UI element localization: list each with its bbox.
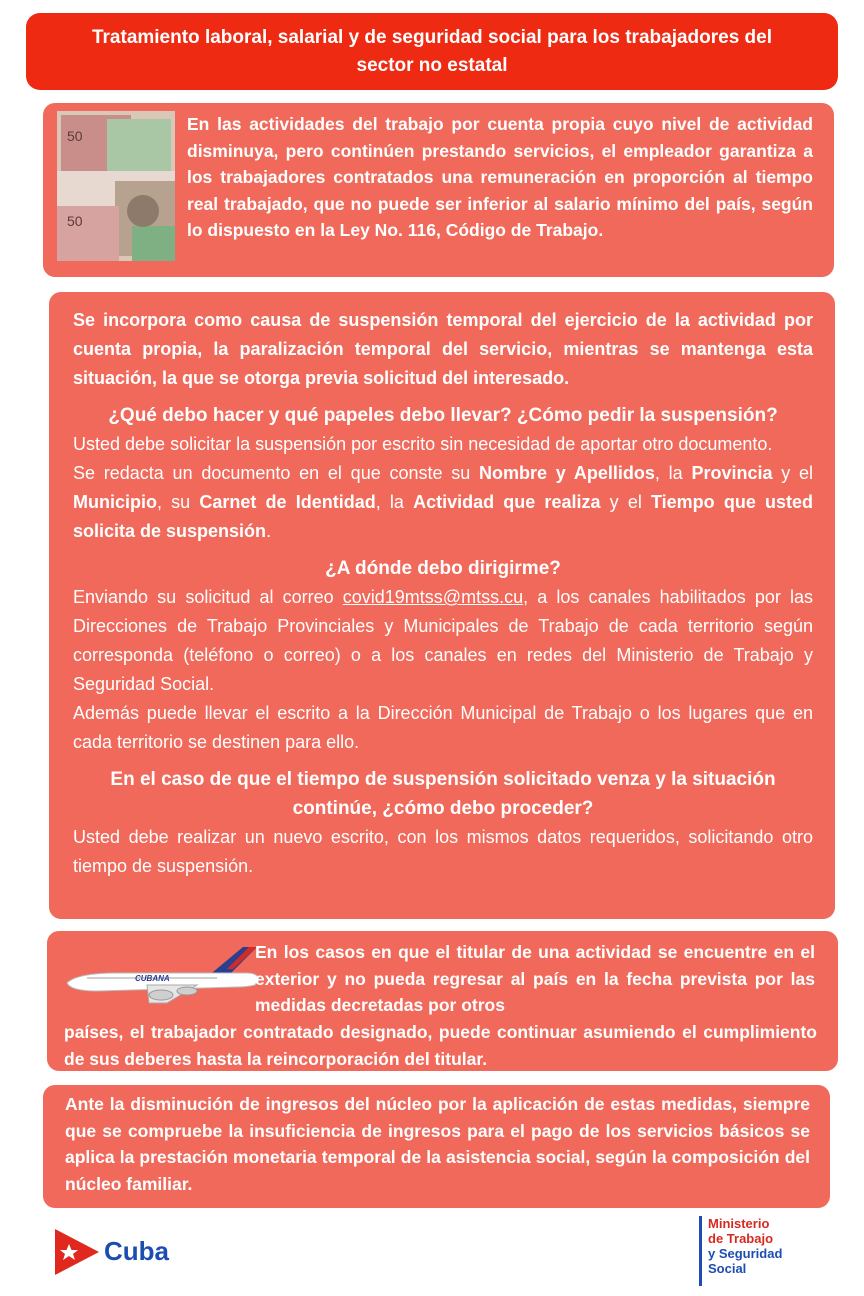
field-time: Tiempo que usted solicita de suspensión — [73, 492, 814, 541]
abroad-text-first: En los casos en que el titular de una actividad se encuentre en el exterior y no pueda regresar al país en la fecha prevista por las medidas decretadas por otros — [255, 942, 815, 1015]
question-where-to-go: ¿A dónde debo dirigirme? — [325, 558, 561, 579]
abroad-section — [47, 931, 838, 1071]
field-name: Nombre y Apellidos — [479, 463, 655, 483]
social-assistance-section — [43, 1085, 830, 1208]
social-assistance-text: Ante la disminución de ingresos del núcleo por la aplicación de estas medidas, siempre que se compruebe la insuficiencia de ingresos para el pago de los servicios básicos se aplica la prestación monetaria temporal de la asistencia social, según la composición del núcleo familiar. — [65, 1094, 810, 1194]
banknotes-image — [57, 111, 175, 261]
ministry-line-1: Ministerio — [708, 1216, 770, 1231]
field-province: Provincia — [691, 463, 773, 483]
abroad-text-second: países, el trabajador contratado designado, puede continuar asumiendo el cumplimiento de sus deberes hasta la reincorporación del titular. — [64, 1022, 817, 1069]
question-what-to-do: ¿Qué debo hacer y qué papeles debo llevar? ¿Cómo pedir la suspensión? — [108, 405, 778, 426]
ministry-line-3: y Seguridad — [708, 1246, 783, 1261]
ministry-line-4: Social — [708, 1261, 747, 1276]
answer-municipal-office: Además puede llevar el escrito a la Dirección Municipal de Trabajo o los lugares que en cada territorio se destinen para ello. — [73, 703, 813, 752]
answer-email-channels: Enviando su solicitud al correo covid19mtss@mtss.cu, a los canales habilitados por las Direcciones de Trabajo Provinciales y Municipales de Trabajo de cada territorio según corresponda (teléfono o correo) o a los canales en redes del Ministerio de Trabajo y Seguridad Social. — [73, 587, 813, 694]
ministry-logo — [699, 1216, 809, 1286]
answer-document-contents: Se redacta un documento en el que conste su Nombre y Apellidos, la Provincia y el Municipio, su Carnet de Identidad, la Actividad que realiza y el Tiempo que usted solicita de suspensión. — [73, 463, 814, 541]
answer-new-request: Usted debe realizar un nuevo escrito, con los mismos datos requeridos, solicitando otro tiempo de suspensión. — [73, 827, 813, 876]
field-municipality: Municipio — [73, 492, 157, 512]
answer-request-in-writing: Usted debe solicitar la suspensión por escrito sin necesidad de aportar otro documento. — [73, 434, 773, 454]
cuba-brand-text: Cuba — [104, 1236, 169, 1266]
email-link[interactable]: covid19mtss@mtss.cu — [342, 587, 524, 607]
salary-section — [43, 103, 834, 277]
page-title — [26, 13, 838, 90]
airline-label: CUBANA — [135, 974, 170, 983]
suspension-intro: Se incorpora como causa de suspensión temporal del ejercicio de la actividad por cuenta propia, la paralización temporal del servicio, mientras se mantenga esta situación, la que se otorga previa solicitud del interesado. — [73, 310, 813, 388]
field-id-card: Carnet de Identidad — [199, 492, 376, 512]
ministry-line-2: de Trabajo — [708, 1231, 774, 1246]
salary-text: En las actividades del trabajo por cuenta propia cuyo nivel de actividad disminuya, pero continúen prestando servicios, el empleador garantiza a los trabajadores contratados una remuneración en proporción al tiempo real trabajado, que no puede ser inferior al salario mínimo del país, según lo dispuesto en la Ley No. 116, Código de Trabajo. — [187, 114, 813, 240]
page-title-text: Tratamiento laboral, salarial y de seguridad social para los trabajadores del sector no estatal — [91, 26, 773, 76]
svg-text:50: 50 — [67, 128, 83, 144]
field-activity: Actividad que realiza — [413, 492, 601, 512]
question-extension: En el caso de que el tiempo de suspensión solicitado venza y la situación continúe, ¿cómo debo proceder? — [110, 769, 776, 819]
suspension-section — [49, 292, 835, 919]
svg-text:50: 50 — [67, 213, 83, 229]
